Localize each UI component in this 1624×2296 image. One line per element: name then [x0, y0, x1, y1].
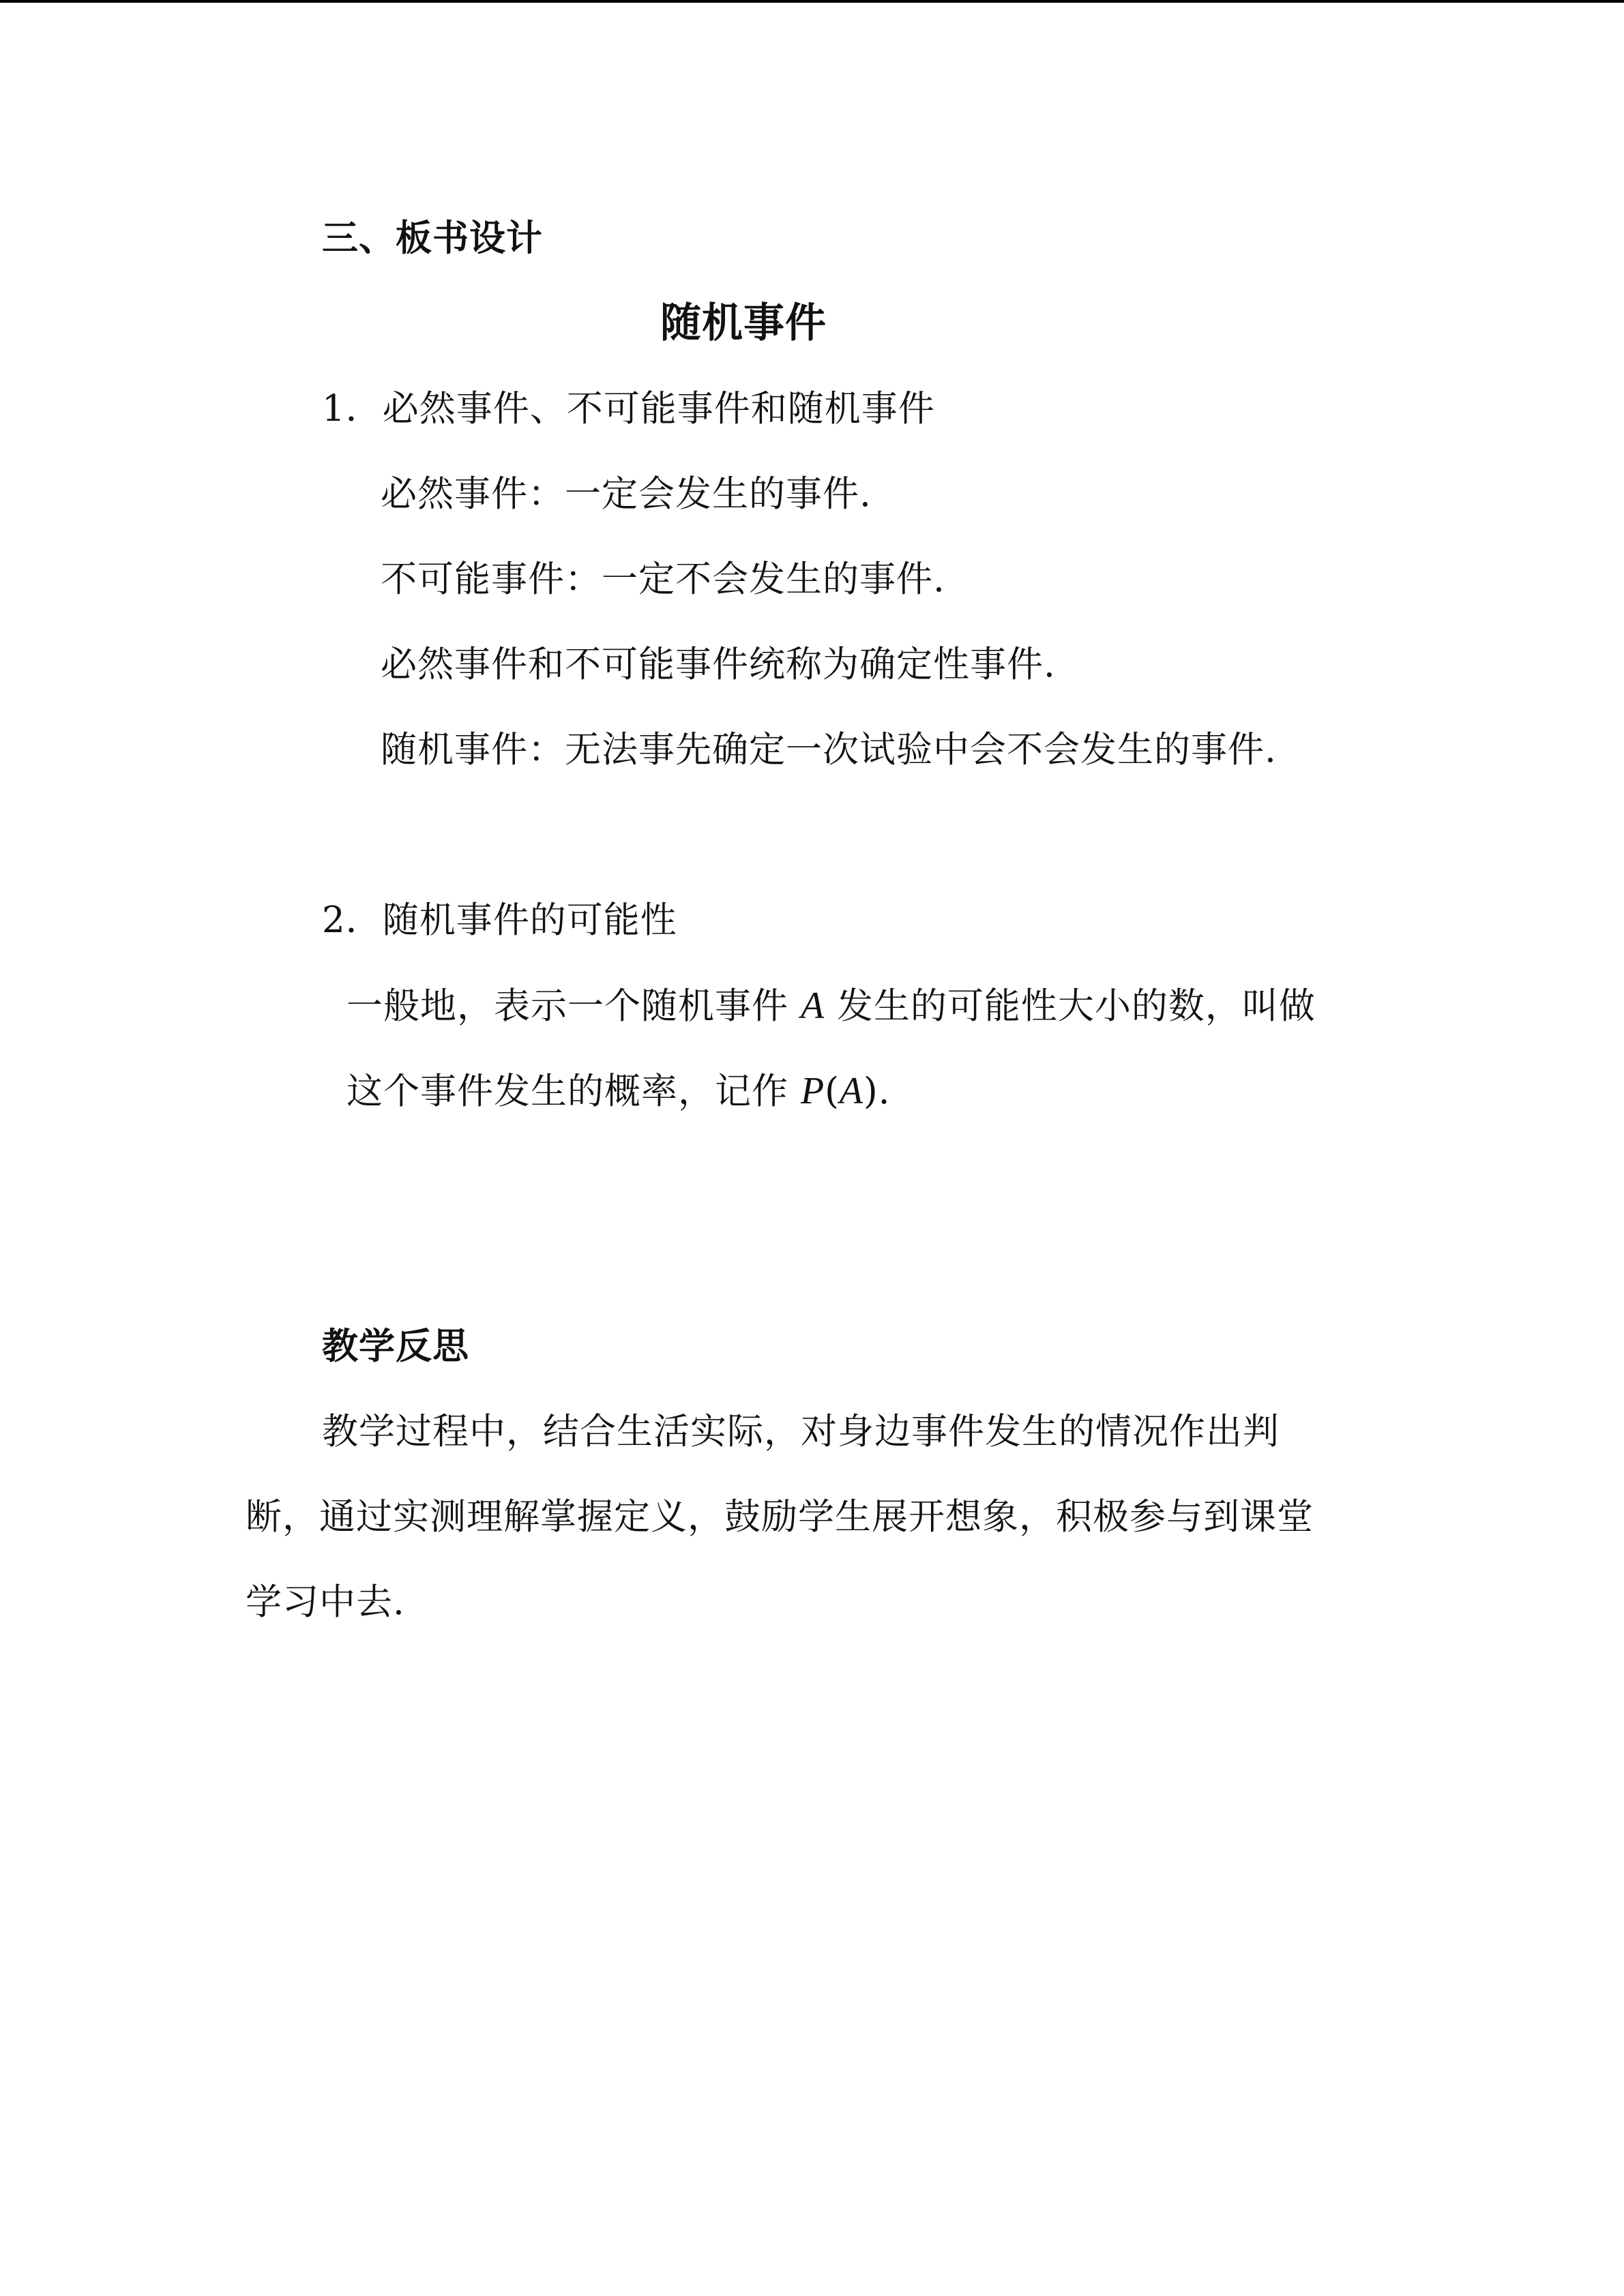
reflection-heading: 教学反思 — [322, 1326, 469, 1367]
section-heading: 三、板书设计 — [322, 218, 543, 259]
paren-open: ( — [825, 1071, 840, 1112]
item1-line-random: 随机事件：无法事先确定一次试验中会不会发生的事件. — [381, 729, 1277, 771]
page-top-border — [0, 0, 1624, 3]
probability-arg-a: A — [839, 1070, 863, 1112]
item2-line1-pre: 一般地，表示一个随机事件 — [346, 985, 801, 1027]
item1-line-impossible: 不可能事件：一定不会发生的事件. — [381, 558, 945, 600]
board-title: 随机事件 — [660, 299, 827, 347]
reflection-line-3: 学习中去. — [246, 1581, 405, 1623]
paren-close: ). — [863, 1071, 891, 1112]
item1-heading: 1．必然事件、不可能事件和随机事件 — [322, 388, 935, 430]
event-variable-a: A — [800, 985, 825, 1027]
probability-function-p: P — [800, 1070, 825, 1112]
item2-definition-line2 — [346, 1069, 891, 1114]
reflection-line-2: 断，通过实测理解掌握定义，鼓励学生展开想象，积极参与到课堂 — [246, 1496, 1314, 1538]
item2-heading: 2．随机事件的可能性 — [322, 899, 677, 941]
item2-line2-pre: 这个事件发生的概率，记作 — [346, 1071, 801, 1112]
item1-line-certain: 必然事件：一定会发生的事件. — [381, 473, 872, 515]
item2-line1-post: 发生的可能性大小的数，叫做 — [825, 985, 1316, 1027]
item1-line-deterministic: 必然事件和不可能事件统称为确定性事件. — [381, 644, 1056, 685]
reflection-line-1: 教学过程中，结合生活实际，对身边事件发生的情况作出判 — [322, 1411, 1280, 1452]
item2-definition-line1 — [346, 984, 1316, 1028]
